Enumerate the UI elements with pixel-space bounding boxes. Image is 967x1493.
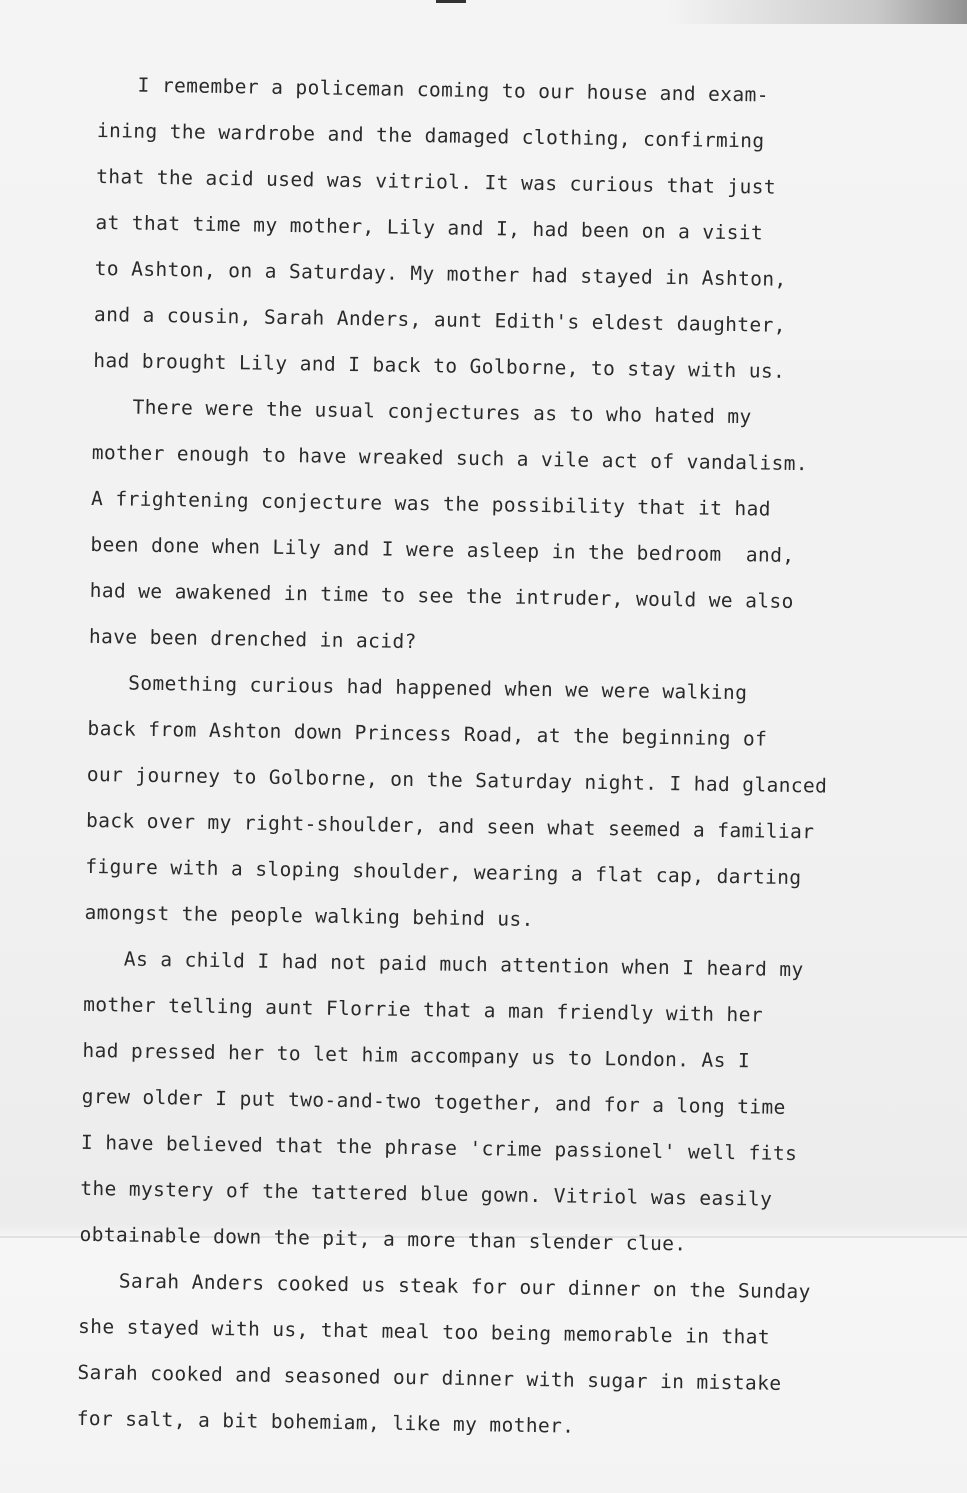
text-line: the mystery of the tattered blue gown. Vitriol was easily <box>80 1176 773 1211</box>
paragraph-5 <box>76 1258 909 1455</box>
text-line: to Ashton, on a Saturday. My mother had stayed in Ashton, <box>94 256 787 291</box>
paragraph-3 <box>84 660 918 949</box>
text-line: that the acid used was vitriol. It was curious that just <box>96 164 777 199</box>
text-line: had brought Lily and I back to Golborne, to stay with us. <box>93 348 786 383</box>
page-top-mark <box>436 0 466 3</box>
text-line: back over my right-shoulder, and seen what seemed a familiar <box>85 808 815 844</box>
text-line: figure with a sloping shoulder, wearing a flat cap, darting <box>85 854 802 890</box>
text-line: mother telling aunt Florrie that a man friendly with her <box>83 992 764 1027</box>
text-line: Something curious had happened when we were walking <box>128 671 748 705</box>
text-line: ining the wardrobe and the damaged clothing, confirming <box>96 118 765 153</box>
text-line: our journey to Golborne, on the Saturday night. I had glanced <box>86 762 828 798</box>
text-line: have been drenched in acid? <box>88 624 417 654</box>
paragraph-2 <box>89 384 923 673</box>
text-line: had we awakened in time to see the intruder, would we also <box>89 578 794 613</box>
text-line: and a cousin, Sarah Anders, aunt Edith's eldest daughter, <box>93 302 787 337</box>
text-line: back from Ashton down Princess Road, at the beginning of <box>87 716 768 751</box>
paragraph-4 <box>79 936 914 1271</box>
typewritten-text-body <box>76 62 928 1455</box>
text-line: I remember a policeman coming to our house and exam- <box>137 73 770 107</box>
text-line: at that time my mother, Lily and I, had been on a visit <box>95 210 764 245</box>
page-corner-shadow <box>667 0 967 24</box>
text-line: been done when Lily and I were asleep in the bedroom and, <box>90 532 795 567</box>
text-line: Sarah Anders cooked us steak for our dinner on the Sunday <box>118 1269 811 1304</box>
text-line: Sarah cooked and seasoned our dinner with sugar in mistake <box>77 1360 782 1395</box>
paragraph-1 <box>93 62 928 397</box>
text-line: mother enough to have wreaked such a vile act of vandalism. <box>91 440 809 476</box>
text-line: obtainable down the pit, a more than slender clue. <box>79 1222 687 1256</box>
text-line: had pressed her to let him accompany us to London. As I <box>82 1038 751 1073</box>
text-line: I have believed that the phrase 'crime passionel' well fits <box>80 1130 798 1166</box>
text-line: There were the usual conjectures as to who hated my <box>132 395 752 429</box>
text-line: amongst the people walking behind us. <box>84 900 534 931</box>
text-line: for salt, a bit bohemiam, like my mother. <box>76 1406 575 1438</box>
text-line: As a child I had not paid much attention when I heard my <box>123 947 804 982</box>
text-line: she stayed with us, that meal too being memorable in that <box>77 1314 771 1349</box>
text-line: grew older I put two-and-two together, and for a long time <box>81 1084 786 1119</box>
text-line: A frightening conjecture was the possibility that it had <box>90 486 772 521</box>
